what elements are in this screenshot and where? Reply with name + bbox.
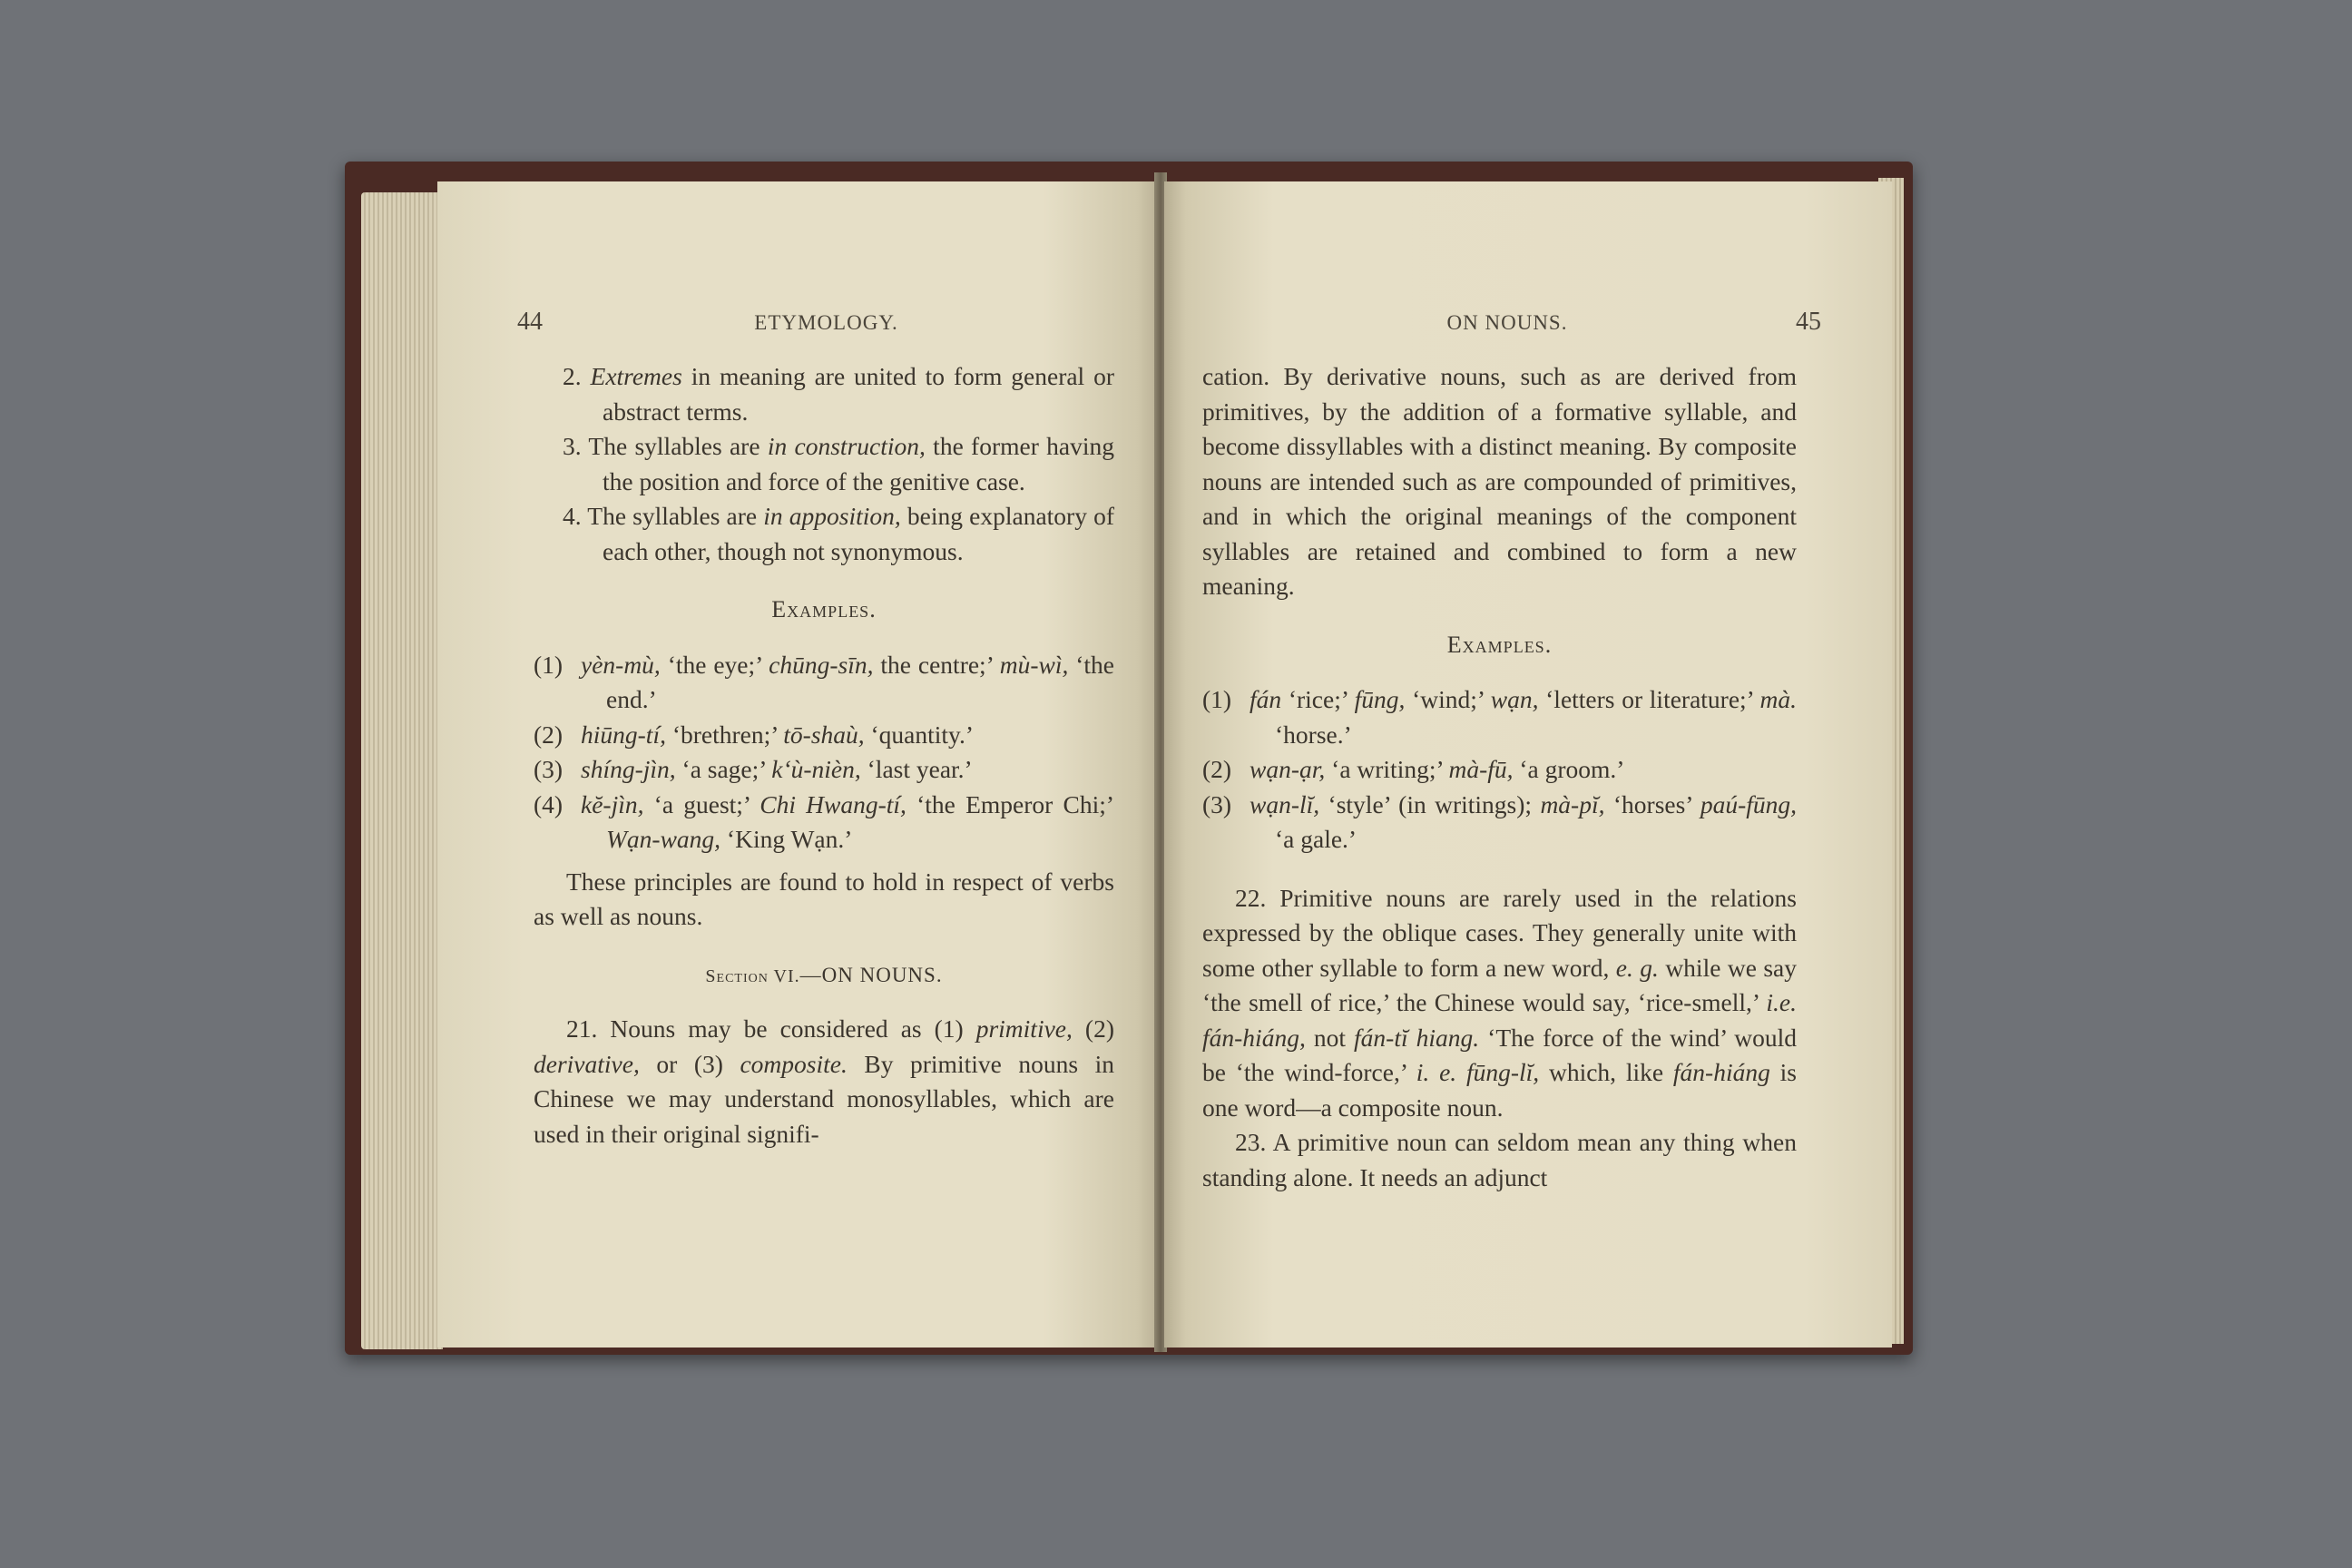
right-page-body — [1202, 359, 1797, 1195]
text-run: ‘wind;’ — [1405, 685, 1491, 713]
text-run: ‘horse.’ — [1275, 720, 1352, 749]
page-edges-left — [361, 192, 443, 1349]
example-item — [1202, 682, 1797, 752]
romanized-term: i. e. fūng-lĭ, — [1416, 1058, 1540, 1086]
romanized-term: composite. — [740, 1049, 848, 1078]
section-heading — [534, 958, 1114, 995]
paragraph-23 — [1202, 1125, 1797, 1195]
text-run: ‘The force of the wind’ would be ‘the wind-force,’ — [1202, 1023, 1798, 1086]
romanized-term: derivative, — [534, 1049, 640, 1078]
romanized-term: mà-pĭ, — [1540, 789, 1605, 818]
examples-heading: Examples. — [771, 596, 877, 622]
romanized-term: wạn-ạr, — [1250, 755, 1326, 783]
principle-item: 2. Extremes in meaning are united to form general or abstract terms. — [563, 362, 1114, 426]
examples-list — [1202, 682, 1797, 858]
text-run: (2) — [1072, 1014, 1114, 1043]
text-run: is one word—a composite noun. — [1202, 1058, 1797, 1122]
text-run: ‘a guest;’ — [643, 789, 760, 818]
continued-paragraph: cation. By derivative nouns, such as are derived from primitives, by the addition of a formative syllable, and become dissyllables with a distinct meaning. By composite nouns are intended such as are compounded of primitives, and in which the original meanings of the component syllables are retained and combined to form a new meaning. — [1202, 362, 1797, 600]
page-number: 45 — [1796, 308, 1821, 336]
romanized-term: primitive, — [975, 1014, 1073, 1043]
section-prefix: Section VI. — [705, 965, 800, 986]
paragraph-number: 23. — [1235, 1128, 1267, 1156]
romanized-term: shíng-jìn, — [581, 755, 676, 783]
example-item — [1202, 752, 1797, 788]
closing-paragraph: These principles are found to hold in respect of verbs as well as nouns. — [534, 867, 1114, 930]
romanized-term: fán-hiáng — [1672, 1058, 1770, 1086]
section-title: —ON NOUNS. — [799, 963, 943, 986]
text-run: which, like — [1539, 1058, 1673, 1086]
romanized-term: fán — [1250, 685, 1282, 713]
romanized-term: kĕ-jìn, — [581, 789, 644, 818]
romanized-term: fūng, — [1354, 685, 1406, 713]
text-run: ‘a groom.’ — [1513, 755, 1625, 783]
example-label: (3) — [534, 755, 564, 783]
page-number: 44 — [517, 308, 543, 336]
example-item — [534, 648, 1114, 718]
text-run: By primitive nouns in Chinese we may understand monosyllables, which are used in their original signifi- — [534, 1049, 1114, 1148]
text-run: ‘a sage;’ — [675, 755, 772, 783]
text-run: ‘rice;’ — [1281, 685, 1355, 713]
text-run: ‘the Emperor Chi;’ — [906, 789, 1115, 818]
romanized-term: i.e. fán-hiáng, — [1202, 988, 1797, 1052]
examples-heading: Examples. — [1446, 631, 1553, 658]
right-page — [1164, 181, 1892, 1348]
text-run: ‘letters or literature;’ — [1538, 685, 1760, 713]
text-run: ‘last year.’ — [860, 755, 973, 783]
romanized-term: paú-fūng, — [1700, 789, 1798, 818]
romanized-term: hiūng-tí, — [581, 720, 666, 749]
romanized-term: wạn-lĭ, — [1250, 789, 1320, 818]
text-run: ‘quantity.’ — [864, 720, 975, 749]
principle-list — [534, 359, 1114, 569]
romanized-term: mà. — [1759, 685, 1797, 713]
example-label: (2) — [534, 720, 564, 749]
romanized-term: Chi Hwang-tí, — [760, 789, 906, 818]
romanized-term: Wạn-wang, — [606, 825, 721, 853]
romanized-term: e. g. — [1615, 953, 1659, 982]
text-run: Primitive nouns are rarely used in the relations expressed by the oblique cases. They generally unite with some other syllable to form a new word, — [1202, 883, 1797, 982]
paragraph-number: 21. — [566, 1014, 598, 1043]
example-label: (1) — [1202, 685, 1232, 713]
example-item — [534, 752, 1114, 788]
example-label: (1) — [534, 650, 564, 679]
example-label: (4) — [534, 789, 564, 818]
text-run: while we say ‘the smell of rice,’ the Chinese would say, ‘rice-smell,’ — [1202, 953, 1797, 1016]
text-run: or (3) — [639, 1049, 740, 1078]
romanized-term: k‘ù-nièn, — [771, 755, 861, 783]
romanized-term: mà-fū, — [1448, 755, 1514, 783]
text-run: ‘style’ (in writings); — [1319, 789, 1541, 818]
left-page — [437, 181, 1159, 1348]
running-head-title: ON NOUNS. — [1446, 311, 1568, 334]
romanized-term: yèn-mù, — [581, 650, 661, 679]
paragraph-22 — [1202, 881, 1797, 1126]
principle-item: 4. The syllables are in apposition, being explanatory of each other, though not synonymous. — [563, 502, 1115, 565]
text-run: the centre;’ — [873, 650, 1000, 679]
text-run: Nouns may be considered as (1) — [597, 1014, 976, 1043]
text-run: ‘the eye;’ — [660, 650, 769, 679]
romanized-term: wạn, — [1490, 685, 1539, 713]
text-run: ‘King Wạn.’ — [720, 825, 853, 853]
romanized-term: tō-shaù, — [783, 720, 865, 749]
left-page-body — [534, 359, 1114, 1152]
romanized-term: chūng-sīn, — [769, 650, 874, 679]
example-item — [534, 718, 1114, 753]
text-run: not — [1305, 1023, 1355, 1052]
text-run: ‘a writing;’ — [1325, 755, 1449, 783]
text-run: ‘brethren;’ — [665, 720, 784, 749]
examples-list — [534, 648, 1114, 858]
romanized-term: mù-wì, — [999, 650, 1069, 679]
paragraph-number: 22. — [1235, 883, 1267, 912]
example-item — [1202, 788, 1797, 858]
example-label: (3) — [1202, 789, 1232, 818]
paragraph-text: A primitive noun can seldom mean any thing when standing alone. It needs an adjunct — [1202, 1128, 1797, 1191]
text-run: ‘the end.’ — [606, 650, 1114, 713]
example-item — [534, 788, 1114, 858]
example-label: (2) — [1202, 755, 1232, 783]
text-run: ‘horses’ — [1604, 789, 1700, 818]
text-run: ‘a gale.’ — [1275, 825, 1357, 853]
paragraph-21 — [534, 1012, 1114, 1152]
romanized-term: fán-tĭ hiang. — [1354, 1023, 1480, 1052]
running-head-title: ETYMOLOGY. — [754, 311, 898, 334]
principle-item: 3. The syllables are in construction, the former having the position and force of the genitive case. — [563, 432, 1115, 495]
